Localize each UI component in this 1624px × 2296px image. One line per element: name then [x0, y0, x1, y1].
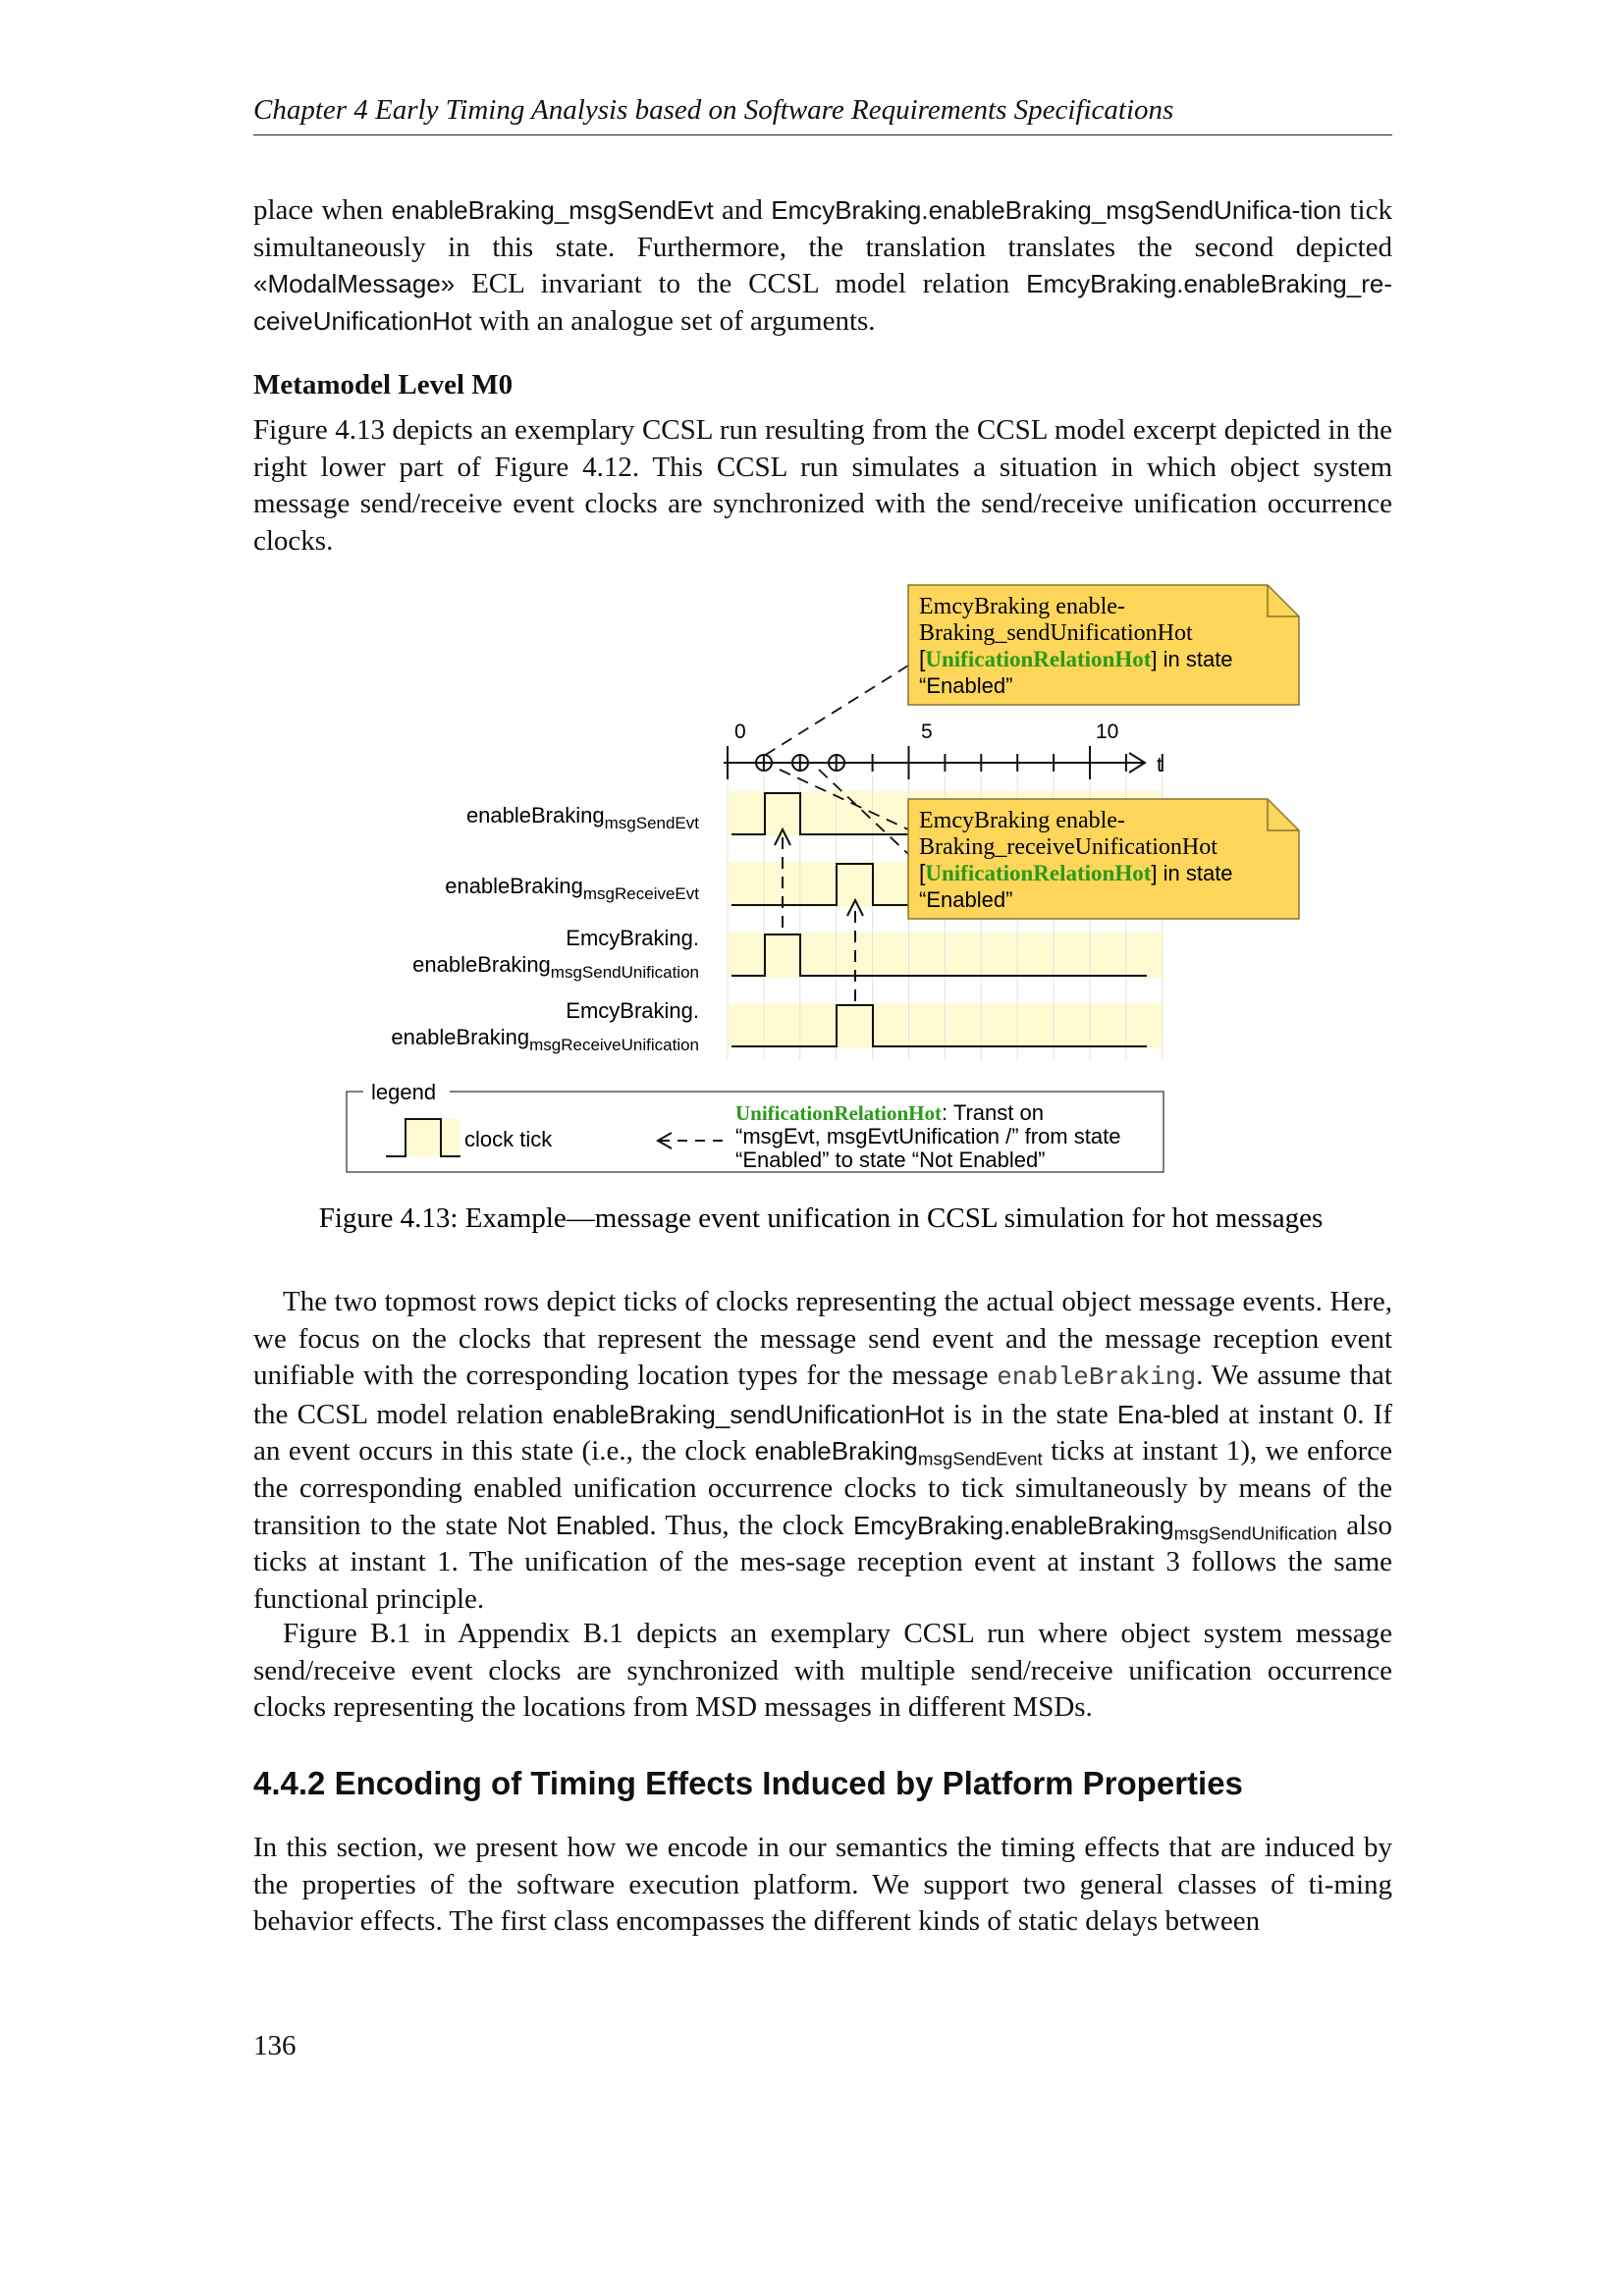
note-line4: “Enabled” [919, 887, 1013, 912]
legend [347, 1080, 1164, 1172]
text: ticks at instant 1), we enforce the corresponding enabled unification occurrence clocks to tick simultaneously by means of the transition to the state [253, 1435, 1392, 1541]
page-number: 136 [253, 2030, 297, 2061]
text: with an analogue set of arguments. [471, 304, 876, 337]
note-line3: [UnificationRelationHot] in state [919, 646, 1233, 671]
text: also ticks at instant 1. The unification of the mes-sage reception event at instant 3 follows the same functional principle. [253, 1509, 1393, 1615]
axis-label-5: 5 [921, 721, 933, 743]
note-line4: “Enabled” [919, 673, 1013, 698]
code-term: enableBraking [997, 1362, 1197, 1393]
legend-relation-line1: UnificationRelationHot: Transt on [735, 1100, 1044, 1125]
section-heading: 4.4.2 Encoding of Timing Effects Induced by Platform Properties [253, 1765, 1243, 1801]
text: ECL invariant to the CCSL model relation [455, 268, 1027, 300]
code-term: «ModalMessage» [253, 269, 456, 299]
note-receive-unification [908, 799, 1299, 919]
row-label-receive-unification: enableBraking$_{msgReceiveUnification}$ [391, 1025, 699, 1054]
text: and [713, 194, 772, 226]
row-label-receive-unification-line1: EmcyBraking. [566, 998, 699, 1023]
text: place when [253, 194, 392, 226]
legend-clock-label: clock tick [464, 1127, 553, 1151]
running-header: Chapter 4 Early Timing Analysis based on Software Requirements Specifications [253, 94, 1392, 135]
legend-relation-line2: “msgEvt, msgEvtUnification /” from state [735, 1124, 1121, 1148]
legend-relation-line3: “Enabled” to state “Not Enabled” [735, 1148, 1046, 1172]
code-term: enableBraking_msgSendEvt [391, 195, 714, 225]
code-term-base: enableBraking [754, 1436, 918, 1467]
axis-label-0: 0 [734, 721, 746, 743]
text: . We assume that the CCSL model relation [253, 1360, 1392, 1430]
code-term [852, 1510, 1337, 1544]
code-term: Not Enabled [507, 1510, 650, 1540]
row-labels [391, 803, 699, 1054]
note-line1: EmcyBraking enable- [919, 808, 1125, 833]
text: tick simultaneously in this state. Furthermore, the translation translates the second depicted [253, 194, 1392, 263]
row-label-receive-evt: enableBraking$_{msgReceiveEvt}$ [445, 874, 699, 903]
axis-label-t: t [1157, 754, 1163, 776]
legend-clock-fill [406, 1119, 460, 1156]
code-term: EmcyBraking.enableBraking_re-ceiveUnificationHot [253, 269, 1392, 336]
text: is in the state [944, 1398, 1117, 1430]
connector-send-note [764, 666, 908, 756]
paragraph-1 [253, 192, 1392, 340]
paragraph-4: Figure B.1 in Appendix B.1 depicts an exemplary CCSL run where object system message send/receive event clocks are synchronized with multiple send/receive unification occurrence clocks representing the locations from MSD messages in different MSDs. [253, 1618, 1392, 1724]
note-send-unification [908, 585, 1299, 705]
text: The two topmost rows depict ticks of clocks representing the actual object message events. Here, we focus on the clocks that represent the message send event and the message reception event unifiable with the corresponding location types for the message [253, 1286, 1392, 1392]
code-term: enableBraking_sendUnificationHot [552, 1399, 945, 1429]
axis-label-10: 10 [1096, 721, 1119, 743]
code-term: EmcyBraking.enableBraking_msgSendUnifica-tion [771, 195, 1342, 225]
m0-heading: Metamodel Level M0 [253, 369, 514, 400]
paragraph-2: Figure 4.13 depicts an exemplary CCSL run resulting from the CCSL model excerpt depicted in the right lower part of Figure 4.12. This CCSL run simulates a situation in which object system message send/receive event clocks are synchronized with the send/receive unification occurrence clocks. [253, 414, 1392, 557]
legend-title: legend [371, 1080, 437, 1104]
code-term-sub: msgSendUnification [1173, 1522, 1337, 1544]
text: . Thus, the clock [649, 1509, 853, 1541]
row-label-send-unification-line1: EmcyBraking. [566, 926, 699, 950]
row-label-send-unification: enableBraking$_{msgSendUnification}$ [412, 952, 699, 982]
code-term-sub: msgSendEvent [917, 1448, 1043, 1469]
figure-caption: Figure 4.13: Example—message event unification in CCSL simulation for hot messages [318, 1202, 1324, 1234]
note-line2: Braking_sendUnificationHot [919, 620, 1193, 646]
code-term [754, 1436, 1043, 1469]
time-axis [724, 721, 1163, 779]
paragraph-5: In this section, we present how we encode in our semantics the timing effects that are induced by the properties of the software execution platform. We support two general classes of ti-ming behavior effects. The first class encompasses the different kinds of static delays between [253, 1832, 1392, 1938]
note-line1: EmcyBraking enable- [919, 594, 1125, 619]
lane-bg [729, 933, 1163, 978]
paragraph-3 [253, 1284, 1392, 1618]
code-term: Ena-bled [1116, 1399, 1219, 1429]
note-line2: Braking_receiveUnificationHot [919, 834, 1218, 860]
lane-bg [729, 1003, 1163, 1048]
row-label-send-evt: enableBraking$_{msgSendEvt}$ [465, 803, 699, 832]
note-line3: [UnificationRelationHot] in state [919, 860, 1233, 885]
text: at instant 0. If an event occurs in this state (i.e., the clock [253, 1398, 1392, 1468]
code-term-base: EmcyBraking.enableBraking [852, 1510, 1174, 1540]
